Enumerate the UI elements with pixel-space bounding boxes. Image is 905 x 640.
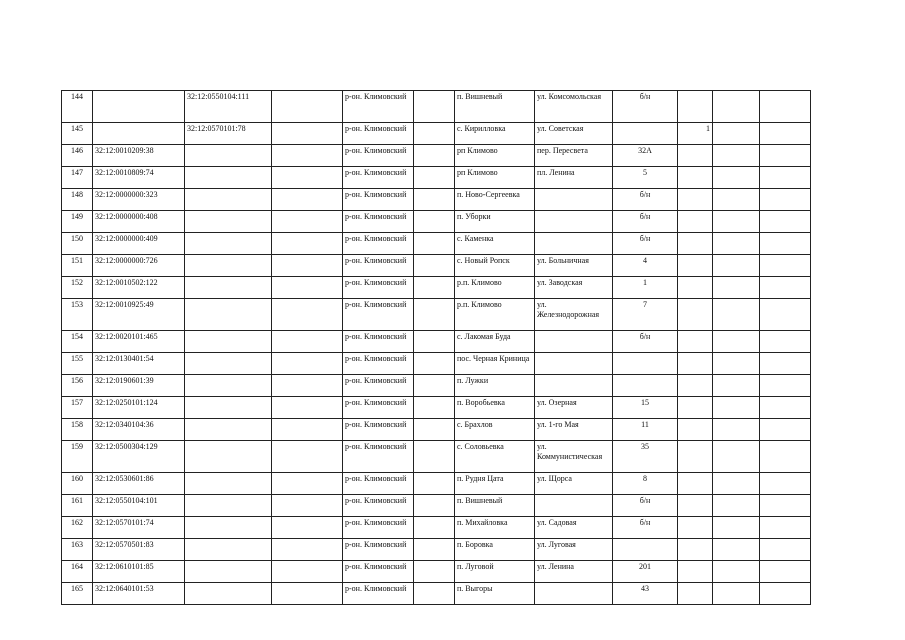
blank-cell xyxy=(760,145,811,167)
district-cell: р-он. Климовский xyxy=(343,189,414,211)
locality-cell: п. Вишневый xyxy=(455,91,535,123)
table-row xyxy=(62,441,811,473)
blank-cell xyxy=(760,211,811,233)
street-cell xyxy=(535,211,613,233)
blank-cell xyxy=(713,539,760,561)
blank-cell xyxy=(760,299,811,331)
row-number: 162 xyxy=(62,517,93,539)
house-number-cell: б/н xyxy=(613,91,678,123)
count-cell xyxy=(678,145,713,167)
locality-cell: с. Каменка xyxy=(455,233,535,255)
blank-cell xyxy=(414,189,455,211)
district-cell: р-он. Климовский xyxy=(343,517,414,539)
count-cell xyxy=(678,167,713,189)
blank-cell xyxy=(713,419,760,441)
blank-cell xyxy=(760,583,811,605)
cadastral-number-cell: 32:12:0550104:101 xyxy=(93,495,185,517)
count-cell xyxy=(678,397,713,419)
blank-cell xyxy=(272,145,343,167)
blank-cell xyxy=(760,397,811,419)
cadastral-number-cell: 32:12:0570101:74 xyxy=(93,517,185,539)
table-row xyxy=(62,539,811,561)
blank-cell xyxy=(713,517,760,539)
cadastral-number-alt-cell xyxy=(185,539,272,561)
count-cell: 1 xyxy=(678,123,713,145)
cadastral-number-alt-cell xyxy=(185,331,272,353)
blank-cell xyxy=(713,583,760,605)
count-cell xyxy=(678,299,713,331)
cadastral-number-cell: 32:12:0000000:409 xyxy=(93,233,185,255)
blank-cell xyxy=(272,91,343,123)
cadastral-number-cell: 32:12:0190601:39 xyxy=(93,375,185,397)
locality-cell: с. Соловьевка xyxy=(455,441,535,473)
street-cell: пл. Ленина xyxy=(535,167,613,189)
blank-cell xyxy=(272,441,343,473)
blank-cell xyxy=(713,123,760,145)
count-cell xyxy=(678,473,713,495)
house-number-cell: 32А xyxy=(613,145,678,167)
cadastral-number-alt-cell xyxy=(185,397,272,419)
blank-cell xyxy=(760,419,811,441)
cadastral-number-alt-cell xyxy=(185,441,272,473)
cadastral-number-cell: 32:12:0570501:83 xyxy=(93,539,185,561)
blank-cell xyxy=(414,123,455,145)
blank-cell xyxy=(414,299,455,331)
blank-cell xyxy=(414,91,455,123)
street-cell: ул. Комсомольская xyxy=(535,91,613,123)
table-body xyxy=(62,91,811,605)
blank-cell xyxy=(272,189,343,211)
cadastral-number-cell: 32:12:0020101:465 xyxy=(93,331,185,353)
table-row xyxy=(62,583,811,605)
district-cell: р-он. Климовский xyxy=(343,145,414,167)
district-cell: р-он. Климовский xyxy=(343,91,414,123)
house-number-cell: 11 xyxy=(613,419,678,441)
locality-cell: п. Ново-Сергеевка xyxy=(455,189,535,211)
row-number: 152 xyxy=(62,277,93,299)
locality-cell: с. Новый Ропск xyxy=(455,255,535,277)
district-cell: р-он. Климовский xyxy=(343,331,414,353)
row-number: 158 xyxy=(62,419,93,441)
street-cell: ул. Озерная xyxy=(535,397,613,419)
blank-cell xyxy=(760,495,811,517)
house-number-cell: б/н xyxy=(613,211,678,233)
row-number: 145 xyxy=(62,123,93,145)
blank-cell xyxy=(272,397,343,419)
table-row xyxy=(62,419,811,441)
table-row xyxy=(62,123,811,145)
cadastral-number-alt-cell xyxy=(185,211,272,233)
cadastral-number-alt-cell xyxy=(185,517,272,539)
blank-cell xyxy=(414,255,455,277)
blank-cell xyxy=(760,561,811,583)
blank-cell xyxy=(760,441,811,473)
district-cell: р-он. Климовский xyxy=(343,473,414,495)
house-number-cell: 15 xyxy=(613,397,678,419)
house-number-cell xyxy=(613,353,678,375)
table-row xyxy=(62,167,811,189)
locality-cell: п. Вишневый xyxy=(455,495,535,517)
street-cell xyxy=(535,233,613,255)
cadastral-number-alt-cell xyxy=(185,255,272,277)
district-cell: р-он. Климовский xyxy=(343,375,414,397)
row-number: 155 xyxy=(62,353,93,375)
district-cell: р-он. Климовский xyxy=(343,397,414,419)
blank-cell xyxy=(713,189,760,211)
blank-cell xyxy=(272,353,343,375)
table-row xyxy=(62,299,811,331)
cadastral-number-cell: 32:12:0130401:54 xyxy=(93,353,185,375)
table-row xyxy=(62,353,811,375)
blank-cell xyxy=(713,233,760,255)
cadastral-number-alt-cell xyxy=(185,495,272,517)
blank-cell xyxy=(272,583,343,605)
locality-cell: пос. Черная Криница xyxy=(455,353,535,375)
cadastral-number-cell xyxy=(93,123,185,145)
house-number-cell: 8 xyxy=(613,473,678,495)
table-row xyxy=(62,397,811,419)
cadastral-number-cell: 32:12:0640101:53 xyxy=(93,583,185,605)
district-cell: р-он. Климовский xyxy=(343,233,414,255)
house-number-cell: 43 xyxy=(613,583,678,605)
locality-cell: с. Кирилловка xyxy=(455,123,535,145)
blank-cell xyxy=(760,517,811,539)
blank-cell xyxy=(272,167,343,189)
table-row xyxy=(62,277,811,299)
locality-cell: с. Брахлов xyxy=(455,419,535,441)
street-cell xyxy=(535,189,613,211)
count-cell xyxy=(678,561,713,583)
district-cell: р-он. Климовский xyxy=(343,353,414,375)
row-number: 163 xyxy=(62,539,93,561)
house-number-cell: б/н xyxy=(613,233,678,255)
cadastral-number-alt-cell xyxy=(185,277,272,299)
blank-cell xyxy=(713,299,760,331)
cadastral-number-alt-cell xyxy=(185,375,272,397)
row-number: 144 xyxy=(62,91,93,123)
blank-cell xyxy=(760,255,811,277)
count-cell xyxy=(678,419,713,441)
cadastral-number-cell: 32:12:0250101:124 xyxy=(93,397,185,419)
cadastral-number-cell: 32:12:0000000:408 xyxy=(93,211,185,233)
blank-cell xyxy=(713,277,760,299)
blank-cell xyxy=(713,167,760,189)
table-row xyxy=(62,495,811,517)
row-number: 161 xyxy=(62,495,93,517)
blank-cell xyxy=(713,473,760,495)
blank-cell xyxy=(272,561,343,583)
locality-cell: р.п. Климово xyxy=(455,299,535,331)
street-cell: ул. 1-го Мая xyxy=(535,419,613,441)
count-cell xyxy=(678,495,713,517)
street-cell: ул. Садовая xyxy=(535,517,613,539)
district-cell: р-он. Климовский xyxy=(343,539,414,561)
blank-cell xyxy=(713,375,760,397)
street-cell: ул. Луговая xyxy=(535,539,613,561)
locality-cell: п. Выгоры xyxy=(455,583,535,605)
house-number-cell: 4 xyxy=(613,255,678,277)
blank-cell xyxy=(272,419,343,441)
cadastral-number-cell: 32:12:0010209:38 xyxy=(93,145,185,167)
blank-cell xyxy=(272,211,343,233)
table-row xyxy=(62,255,811,277)
house-number-cell: б/н xyxy=(613,331,678,353)
cadastral-number-alt-cell xyxy=(185,299,272,331)
blank-cell xyxy=(272,299,343,331)
street-cell: ул. Ленина xyxy=(535,561,613,583)
house-number-cell: 5 xyxy=(613,167,678,189)
row-number: 150 xyxy=(62,233,93,255)
street-cell xyxy=(535,495,613,517)
house-number-cell xyxy=(613,375,678,397)
cadastral-number-alt-cell xyxy=(185,353,272,375)
cadastral-number-cell: 32:12:0010809:74 xyxy=(93,167,185,189)
district-cell: р-он. Климовский xyxy=(343,495,414,517)
blank-cell xyxy=(713,145,760,167)
table-row xyxy=(62,375,811,397)
count-cell xyxy=(678,441,713,473)
house-number-cell xyxy=(613,539,678,561)
street-cell: пер. Пересвета xyxy=(535,145,613,167)
blank-cell xyxy=(272,123,343,145)
cadastral-number-cell: 32:12:0010502:122 xyxy=(93,277,185,299)
blank-cell xyxy=(414,495,455,517)
blank-cell xyxy=(713,495,760,517)
street-cell: ул. Больничная xyxy=(535,255,613,277)
blank-cell xyxy=(713,353,760,375)
blank-cell xyxy=(272,255,343,277)
blank-cell xyxy=(414,419,455,441)
row-number: 147 xyxy=(62,167,93,189)
blank-cell xyxy=(760,233,811,255)
locality-cell: рп Климово xyxy=(455,167,535,189)
row-number: 165 xyxy=(62,583,93,605)
count-cell xyxy=(678,233,713,255)
locality-cell: п. Лужки xyxy=(455,375,535,397)
cadastral-number-cell: 32:12:0340104:36 xyxy=(93,419,185,441)
house-number-cell: б/н xyxy=(613,495,678,517)
blank-cell xyxy=(272,375,343,397)
blank-cell xyxy=(414,211,455,233)
house-number-cell: б/н xyxy=(613,517,678,539)
count-cell xyxy=(678,539,713,561)
row-number: 164 xyxy=(62,561,93,583)
cadastral-number-cell: 32:12:0610101:85 xyxy=(93,561,185,583)
blank-cell xyxy=(760,375,811,397)
blank-cell xyxy=(414,473,455,495)
cadastral-number-cell: 32:12:0500304:129 xyxy=(93,441,185,473)
cadastral-number-cell: 32:12:0000000:726 xyxy=(93,255,185,277)
blank-cell xyxy=(713,211,760,233)
blank-cell xyxy=(414,145,455,167)
street-cell xyxy=(535,583,613,605)
locality-cell: рп Климово xyxy=(455,145,535,167)
blank-cell xyxy=(713,91,760,123)
row-number: 154 xyxy=(62,331,93,353)
row-number: 151 xyxy=(62,255,93,277)
blank-cell xyxy=(760,123,811,145)
street-cell: ул. Железнодорожная xyxy=(535,299,613,331)
blank-cell xyxy=(713,441,760,473)
locality-cell: п. Боровка xyxy=(455,539,535,561)
count-cell xyxy=(678,277,713,299)
house-number-cell xyxy=(613,123,678,145)
locality-cell: п. Луговой xyxy=(455,561,535,583)
blank-cell xyxy=(272,331,343,353)
blank-cell xyxy=(760,539,811,561)
count-cell xyxy=(678,375,713,397)
blank-cell xyxy=(414,233,455,255)
blank-cell xyxy=(272,277,343,299)
cadastral-number-alt-cell xyxy=(185,145,272,167)
locality-cell: с. Лакомая Буда xyxy=(455,331,535,353)
blank-cell xyxy=(414,539,455,561)
table-row xyxy=(62,189,811,211)
blank-cell xyxy=(272,539,343,561)
blank-cell xyxy=(760,331,811,353)
row-number: 157 xyxy=(62,397,93,419)
blank-cell xyxy=(713,561,760,583)
blank-cell xyxy=(414,331,455,353)
locality-cell: п. Уборки xyxy=(455,211,535,233)
blank-cell xyxy=(272,495,343,517)
locality-cell: р.п. Климово xyxy=(455,277,535,299)
cadastral-number-cell xyxy=(93,91,185,123)
table-row xyxy=(62,233,811,255)
count-cell xyxy=(678,353,713,375)
table-row xyxy=(62,145,811,167)
cadastral-number-alt-cell xyxy=(185,561,272,583)
locality-cell: п. Воробьевка xyxy=(455,397,535,419)
blank-cell xyxy=(713,331,760,353)
locality-cell: п. Михайловка xyxy=(455,517,535,539)
row-number: 149 xyxy=(62,211,93,233)
cadastral-number-alt-cell: 32:12:0570101:78 xyxy=(185,123,272,145)
table-row xyxy=(62,211,811,233)
house-number-cell: 201 xyxy=(613,561,678,583)
cadastral-number-alt-cell xyxy=(185,583,272,605)
street-cell xyxy=(535,353,613,375)
blank-cell xyxy=(414,441,455,473)
district-cell: р-он. Климовский xyxy=(343,277,414,299)
cadastral-number-alt-cell xyxy=(185,233,272,255)
cadastral-number-alt-cell xyxy=(185,419,272,441)
cadastral-number-alt-cell xyxy=(185,473,272,495)
street-cell: ул. Заводская xyxy=(535,277,613,299)
house-number-cell: 35 xyxy=(613,441,678,473)
cadastral-number-alt-cell: 32:12:0550104:111 xyxy=(185,91,272,123)
blank-cell xyxy=(272,517,343,539)
count-cell xyxy=(678,583,713,605)
district-cell: р-он. Климовский xyxy=(343,167,414,189)
district-cell: р-он. Климовский xyxy=(343,419,414,441)
cadastral-number-alt-cell xyxy=(185,167,272,189)
count-cell xyxy=(678,91,713,123)
blank-cell xyxy=(414,353,455,375)
blank-cell xyxy=(760,277,811,299)
street-cell xyxy=(535,375,613,397)
street-cell: ул. Коммунистическая xyxy=(535,441,613,473)
table-row xyxy=(62,91,811,123)
table-row xyxy=(62,517,811,539)
cadastral-number-cell: 32:12:0010925:49 xyxy=(93,299,185,331)
table-row xyxy=(62,331,811,353)
row-number: 153 xyxy=(62,299,93,331)
district-cell: р-он. Климовский xyxy=(343,299,414,331)
blank-cell xyxy=(760,473,811,495)
row-number: 160 xyxy=(62,473,93,495)
district-cell: р-он. Климовский xyxy=(343,255,414,277)
district-cell: р-он. Климовский xyxy=(343,561,414,583)
cadastral-number-alt-cell xyxy=(185,189,272,211)
count-cell xyxy=(678,331,713,353)
street-cell: ул. Щорса xyxy=(535,473,613,495)
blank-cell xyxy=(414,167,455,189)
blank-cell xyxy=(414,583,455,605)
district-cell: р-он. Климовский xyxy=(343,441,414,473)
cadastral-number-cell: 32:12:0000000:323 xyxy=(93,189,185,211)
cadastral-number-cell: 32:12:0530601:86 xyxy=(93,473,185,495)
blank-cell xyxy=(713,397,760,419)
count-cell xyxy=(678,189,713,211)
locality-cell: п. Рудня Цата xyxy=(455,473,535,495)
house-number-cell: 7 xyxy=(613,299,678,331)
blank-cell xyxy=(272,473,343,495)
row-number: 146 xyxy=(62,145,93,167)
house-number-cell: б/н xyxy=(613,189,678,211)
house-number-cell: 1 xyxy=(613,277,678,299)
property-table xyxy=(61,90,811,605)
count-cell xyxy=(678,255,713,277)
row-number: 148 xyxy=(62,189,93,211)
count-cell xyxy=(678,211,713,233)
blank-cell xyxy=(272,233,343,255)
district-cell: р-он. Климовский xyxy=(343,583,414,605)
blank-cell xyxy=(414,375,455,397)
street-cell xyxy=(535,331,613,353)
blank-cell xyxy=(414,397,455,419)
blank-cell xyxy=(760,189,811,211)
blank-cell xyxy=(760,167,811,189)
row-number: 156 xyxy=(62,375,93,397)
blank-cell xyxy=(414,517,455,539)
street-cell: ул. Советская xyxy=(535,123,613,145)
blank-cell xyxy=(414,277,455,299)
district-cell: р-он. Климовский xyxy=(343,123,414,145)
blank-cell xyxy=(713,255,760,277)
blank-cell xyxy=(760,91,811,123)
row-number: 159 xyxy=(62,441,93,473)
table-row xyxy=(62,473,811,495)
blank-cell xyxy=(414,561,455,583)
blank-cell xyxy=(760,353,811,375)
table-row xyxy=(62,561,811,583)
count-cell xyxy=(678,517,713,539)
district-cell: р-он. Климовский xyxy=(343,211,414,233)
